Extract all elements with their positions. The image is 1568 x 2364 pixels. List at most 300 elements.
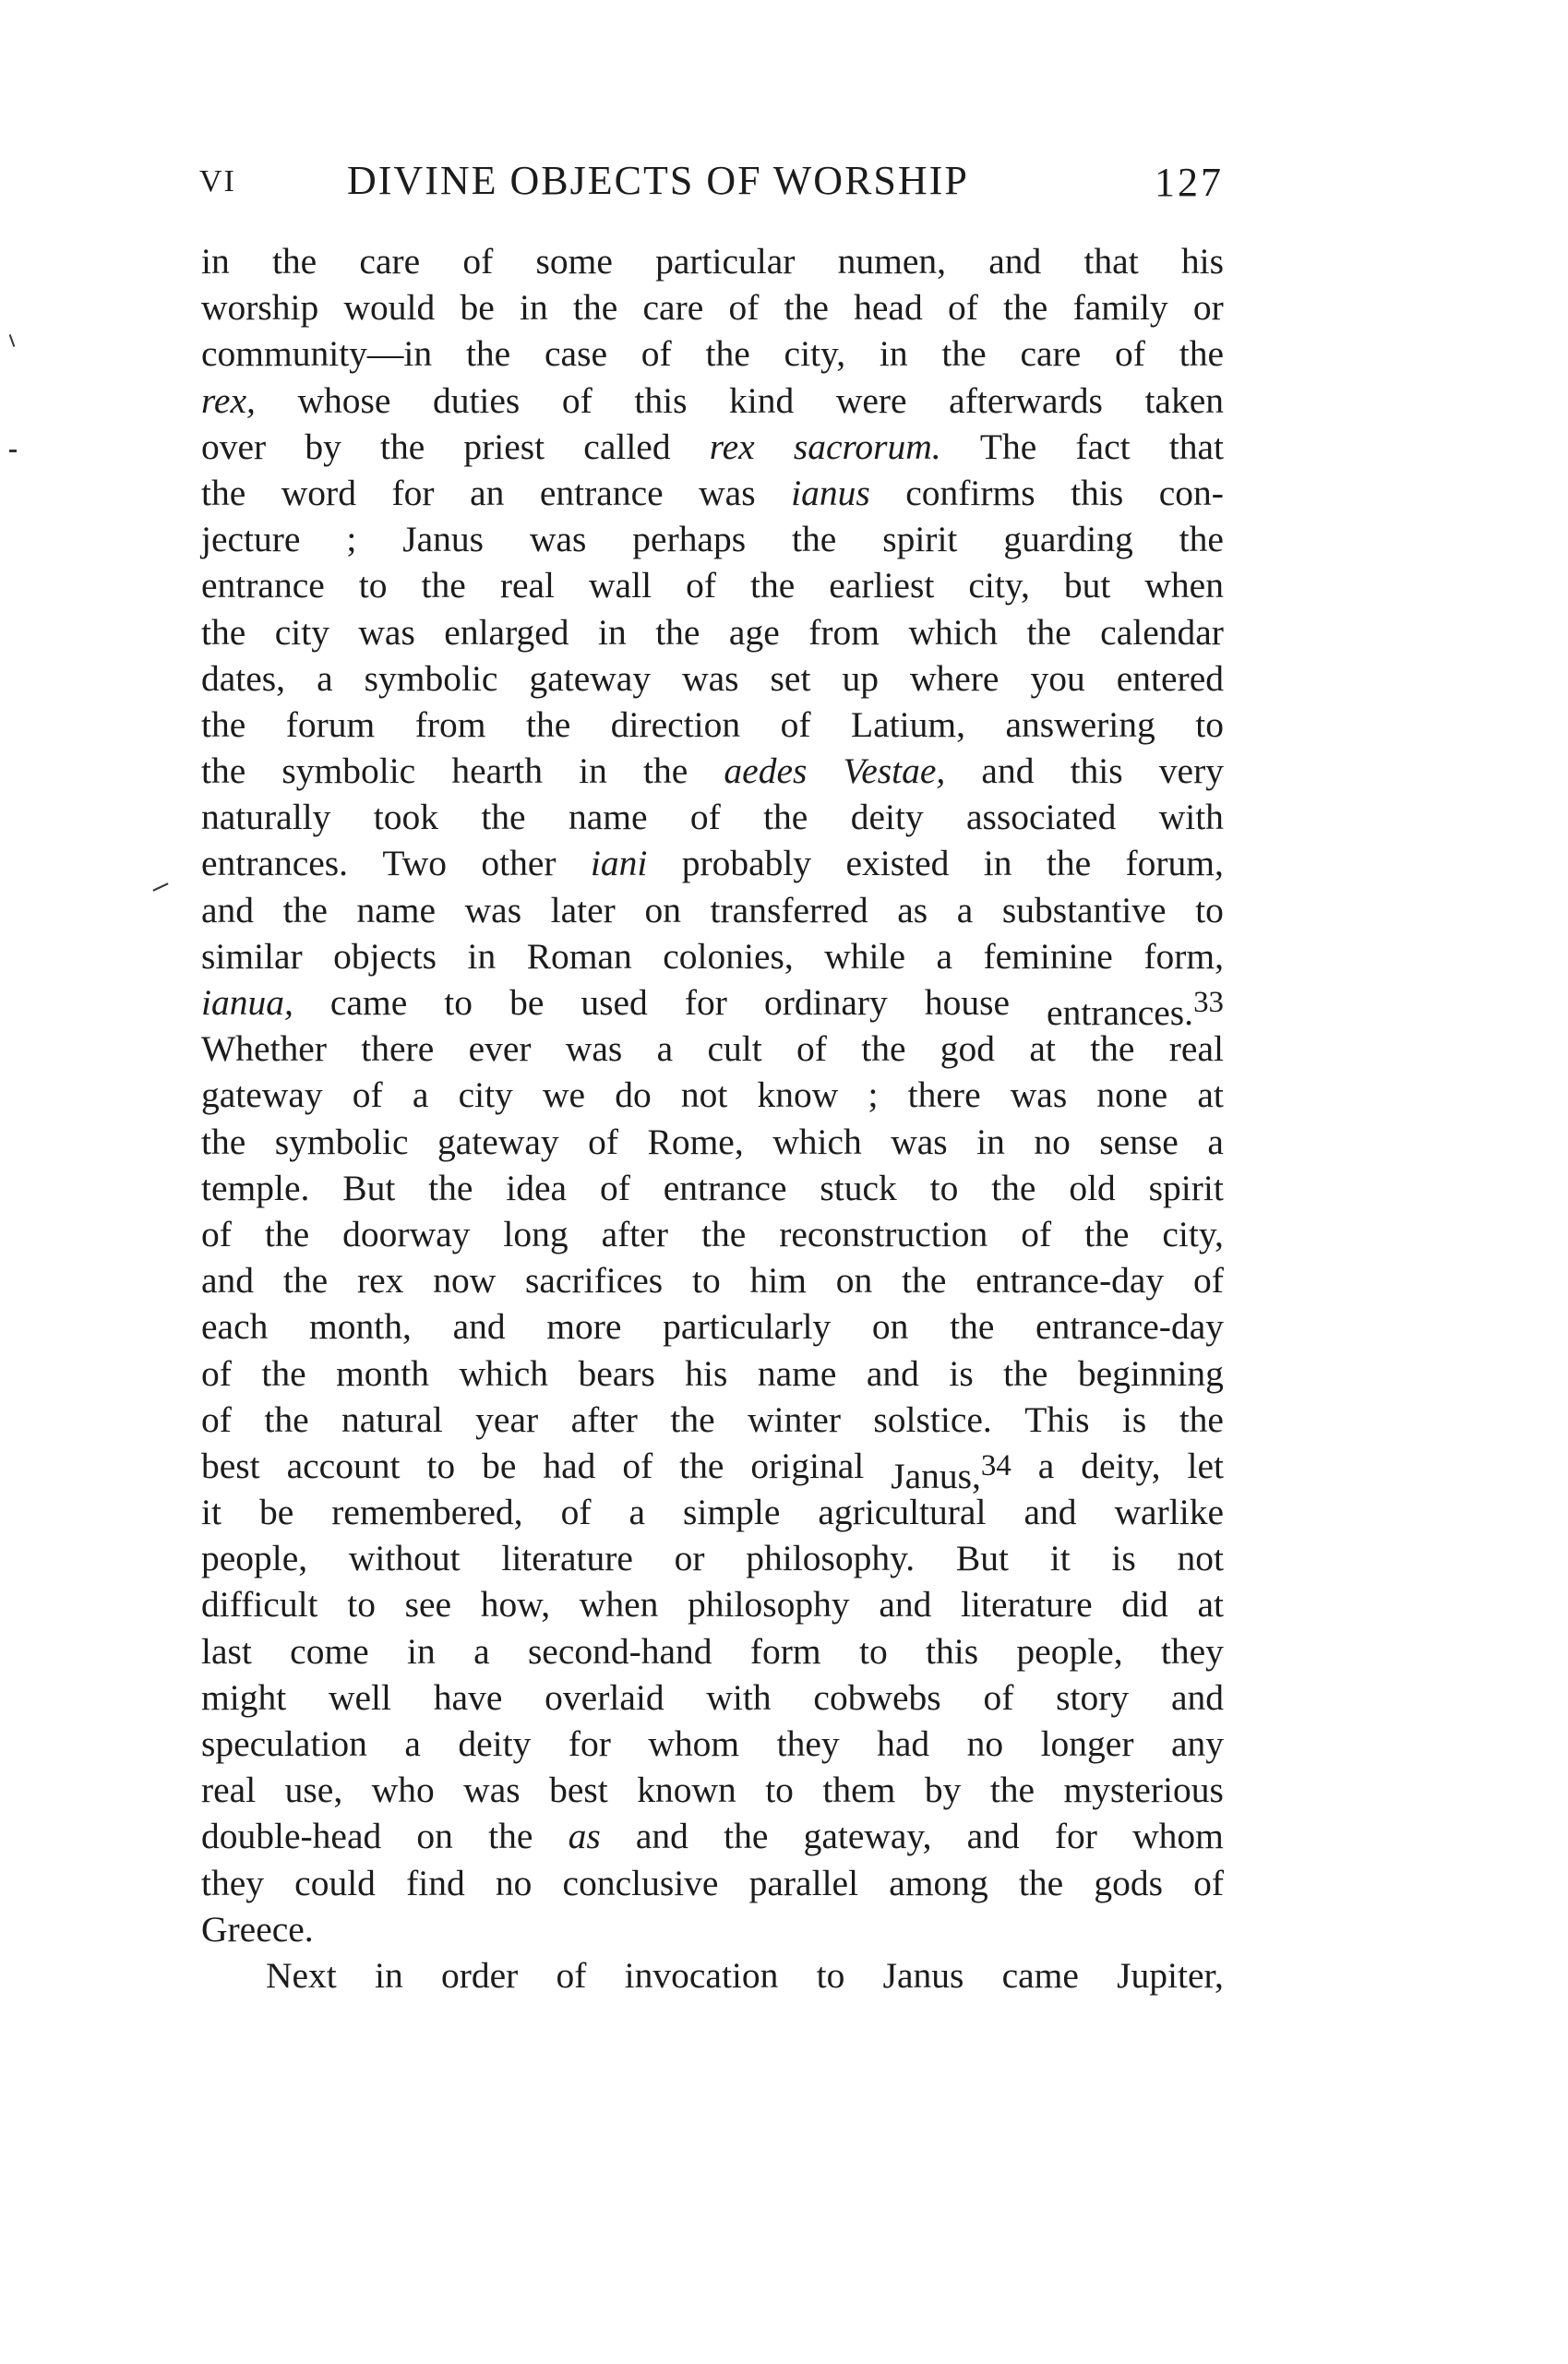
word: on: [416, 1816, 453, 1857]
word: head: [854, 287, 923, 329]
word: rex: [709, 426, 755, 467]
word: reconstruction: [779, 1213, 988, 1254]
word: doorway: [342, 1213, 471, 1254]
word: was: [1010, 1074, 1068, 1116]
text-line: [201, 1350, 1224, 1397]
word: This: [1024, 1398, 1090, 1440]
word: and: [879, 1584, 932, 1626]
word: was: [463, 1770, 521, 1811]
word: of: [352, 1074, 383, 1116]
word: of: [689, 797, 721, 838]
word: was: [358, 611, 415, 653]
word: of: [686, 565, 716, 606]
word: to: [444, 982, 473, 1023]
word: did: [1121, 1584, 1168, 1626]
text-line: [201, 1767, 1224, 1813]
word: as: [568, 1816, 601, 1857]
word: whose: [297, 379, 391, 421]
word: come: [290, 1630, 369, 1672]
word: have: [433, 1676, 503, 1718]
word: of: [1021, 1213, 1052, 1254]
word: we: [542, 1074, 586, 1116]
word: the: [264, 1213, 310, 1254]
word: him: [749, 1260, 807, 1302]
word: it: [201, 1492, 221, 1533]
word: gateway,: [803, 1816, 932, 1857]
word: by: [305, 426, 341, 467]
word: among: [889, 1862, 988, 1903]
word: a: [404, 1723, 421, 1764]
word: taken: [1144, 379, 1224, 421]
word: for: [391, 472, 435, 513]
word: city,: [784, 333, 846, 375]
word: find: [406, 1862, 465, 1903]
word: longer: [1040, 1723, 1134, 1764]
word: and: [1170, 1676, 1224, 1718]
word: this: [634, 379, 688, 421]
word: very: [1158, 750, 1224, 792]
word: of: [983, 1676, 1014, 1718]
word: probably: [681, 843, 812, 884]
word: now: [433, 1260, 497, 1302]
word: how,: [480, 1584, 551, 1626]
word: when: [1144, 565, 1224, 606]
word: of: [622, 1445, 653, 1486]
word: people,: [201, 1538, 308, 1579]
word: direction: [610, 703, 741, 745]
word: by: [924, 1770, 962, 1811]
word: entrance: [663, 1167, 787, 1208]
word: the: [902, 1260, 947, 1302]
word: the: [271, 241, 317, 282]
word: or: [674, 1538, 705, 1579]
text-line: [201, 1860, 1224, 1906]
word: The: [979, 426, 1037, 467]
word: colonies,: [663, 935, 794, 977]
text-line: [201, 933, 1224, 979]
word: of: [1192, 1260, 1224, 1302]
text-line: [201, 1813, 1224, 1859]
word: city,: [968, 565, 1030, 606]
word: symbolic: [281, 750, 416, 792]
word: other: [481, 843, 557, 884]
word: family: [1072, 287, 1168, 329]
word: be: [258, 1492, 294, 1533]
word: symbolic: [364, 657, 498, 699]
chapter-number: VI: [199, 164, 236, 198]
word: speculation: [201, 1723, 367, 1764]
word: form,: [1143, 935, 1224, 977]
word: a: [1037, 1445, 1055, 1486]
word: and: [452, 1306, 506, 1348]
word: a: [473, 1630, 490, 1672]
word: had: [877, 1723, 930, 1764]
word: Jupiter,: [1117, 1954, 1224, 1996]
text-line: [201, 1535, 1224, 1581]
word: sacrifices: [525, 1260, 664, 1302]
word: substantive: [1001, 889, 1167, 930]
word: this: [1071, 472, 1124, 513]
word: care: [1020, 333, 1082, 375]
word: is: [1111, 1538, 1136, 1579]
word: came: [1001, 1954, 1079, 1996]
word: of: [588, 1121, 619, 1162]
word: fact: [1075, 426, 1131, 467]
word: people,: [1016, 1630, 1123, 1672]
word: conclusive: [562, 1862, 719, 1903]
word: parallel: [748, 1862, 859, 1903]
word: a: [956, 889, 974, 930]
word: remembered,: [331, 1492, 523, 1533]
word: was: [529, 519, 587, 560]
word: the: [282, 1260, 329, 1302]
word: while: [824, 935, 905, 977]
word: confirms: [905, 472, 1035, 513]
word: with: [1158, 797, 1224, 838]
word: kind: [729, 379, 795, 421]
word: stuck: [820, 1167, 897, 1208]
word: or: [1192, 287, 1224, 329]
word: in: [976, 1121, 1005, 1162]
word: the: [465, 333, 511, 375]
word: use,: [284, 1770, 343, 1811]
word: at: [1029, 1028, 1056, 1070]
word: guarding: [1003, 519, 1133, 560]
word: con-: [1158, 472, 1224, 513]
word: is: [949, 1352, 974, 1394]
word: warlike: [1114, 1492, 1224, 1533]
word: and: [981, 750, 1035, 792]
word: beginning: [1077, 1352, 1224, 1394]
word: known: [637, 1770, 736, 1811]
word: similar: [201, 935, 303, 977]
word: up: [842, 657, 879, 699]
text-line: [201, 794, 1224, 840]
word: the: [428, 1167, 473, 1208]
word: took: [373, 797, 438, 838]
text-line: [201, 424, 1224, 470]
word: city: [458, 1074, 513, 1116]
text-line: [201, 1165, 1224, 1211]
text-line: [201, 238, 1224, 284]
word: symbolic: [274, 1121, 409, 1162]
word: called: [583, 426, 671, 467]
word: original: [750, 1445, 865, 1486]
word: the: [670, 1398, 715, 1440]
word: agricultural: [818, 1492, 987, 1533]
word: to: [347, 1584, 376, 1626]
word: this: [1070, 750, 1123, 792]
word: the: [526, 703, 571, 745]
word: second-hand: [527, 1630, 712, 1672]
word: rex: [356, 1260, 404, 1302]
word: real: [499, 565, 556, 606]
text-line: [201, 470, 1224, 516]
word: not: [680, 1074, 728, 1116]
word: spirit: [882, 519, 958, 560]
word: was: [699, 472, 756, 513]
word: the: [1090, 1028, 1135, 1070]
word: in: [375, 1954, 403, 1996]
word: the: [201, 611, 246, 653]
word: calendar: [1100, 611, 1224, 653]
word: at: [1197, 1074, 1224, 1116]
word: on: [644, 889, 681, 930]
word: form: [749, 1630, 821, 1672]
word: Two: [382, 843, 448, 884]
word: was: [891, 1121, 948, 1162]
word: for: [684, 982, 727, 1023]
word: of: [560, 1492, 592, 1533]
word: of: [1115, 333, 1145, 375]
word: Janus: [882, 1954, 964, 1996]
word: Janus: [402, 519, 485, 560]
text-line: [201, 516, 1224, 562]
word: Greece.: [201, 1908, 314, 1950]
word: would: [343, 287, 436, 329]
word: hearth: [451, 750, 544, 792]
word: But: [342, 1167, 396, 1208]
word: Next: [266, 1954, 337, 1996]
running-head: [199, 157, 1224, 212]
word: Roman: [526, 935, 632, 977]
word: the: [1179, 519, 1224, 560]
word: the: [1003, 287, 1048, 329]
word: case: [545, 333, 607, 375]
word: and: [988, 241, 1042, 282]
word: from: [808, 611, 880, 653]
word: is: [1121, 1398, 1147, 1440]
word: old: [1069, 1167, 1116, 1208]
word: iani: [590, 843, 648, 884]
word: the: [261, 1352, 306, 1394]
word: a: [628, 1492, 646, 1533]
word: was: [682, 657, 739, 699]
word: entered: [1116, 657, 1224, 699]
text-line: [201, 1257, 1224, 1303]
word: each: [201, 1306, 269, 1348]
word: the: [201, 1121, 246, 1162]
word: used: [581, 982, 648, 1023]
word: the: [264, 1398, 309, 1440]
word: the: [1018, 1862, 1064, 1903]
word: aedes: [724, 750, 808, 792]
word: well: [328, 1676, 391, 1718]
word: in: [407, 1630, 436, 1672]
text-line: [201, 284, 1224, 330]
word: particular: [655, 241, 796, 282]
word: the: [705, 333, 750, 375]
word: the: [792, 519, 837, 560]
word: best: [549, 1770, 608, 1811]
word: set: [770, 657, 811, 699]
word: earliest: [829, 565, 935, 606]
word: house: [924, 982, 1010, 1023]
word: to: [816, 1954, 845, 1996]
word: the: [941, 333, 987, 375]
word: to: [858, 1630, 888, 1672]
word: of: [780, 703, 811, 745]
word: overlaid: [545, 1676, 664, 1718]
word: some: [535, 241, 613, 282]
word: ever: [468, 1028, 532, 1070]
word: an: [470, 472, 505, 513]
word: his: [685, 1352, 728, 1394]
word: forum: [285, 703, 376, 745]
word: to: [1195, 889, 1224, 930]
page-number: 127: [1155, 160, 1224, 205]
word: the: [201, 472, 246, 513]
word: mysterious: [1063, 1770, 1224, 1811]
text-line: [201, 330, 1224, 377]
text-line: [201, 1674, 1224, 1721]
word: entrance-day: [1035, 1306, 1224, 1348]
text-line: [201, 378, 1224, 424]
word: be: [509, 982, 545, 1023]
word: know: [757, 1074, 839, 1116]
word: the: [749, 565, 796, 606]
word: idea: [506, 1167, 568, 1208]
word: see: [404, 1584, 452, 1626]
word: for: [568, 1723, 611, 1764]
word: the: [950, 1306, 995, 1348]
word: to: [426, 1445, 456, 1486]
word: difficult: [201, 1584, 318, 1626]
word: could: [294, 1862, 376, 1903]
word: of: [201, 1352, 232, 1394]
word: invocation: [624, 1954, 779, 1996]
word: best: [201, 1445, 260, 1486]
word: of: [556, 1954, 587, 1996]
word: more: [546, 1306, 622, 1348]
word: after: [570, 1398, 638, 1440]
word: associated: [966, 797, 1117, 838]
word: feminine: [983, 935, 1113, 977]
word: at: [1197, 1584, 1224, 1626]
text-line: [201, 1072, 1224, 1118]
word: rex,: [201, 379, 256, 421]
word: any: [1170, 1723, 1224, 1764]
word: ;: [346, 519, 357, 560]
word: duties: [432, 379, 521, 421]
word: gateway: [437, 1121, 559, 1162]
word: in: [879, 333, 908, 375]
word: whom: [648, 1723, 740, 1764]
word: they: [776, 1723, 840, 1764]
word: of: [640, 333, 672, 375]
text-line: [201, 609, 1224, 655]
word: But: [955, 1538, 1009, 1579]
word: gods: [1094, 1862, 1163, 1903]
word: last: [201, 1630, 252, 1672]
word: Rome,: [647, 1121, 744, 1162]
word: as: [897, 889, 928, 930]
word: and: [635, 1816, 688, 1857]
word: deity: [850, 797, 924, 838]
word: this: [926, 1630, 979, 1672]
word: was: [565, 1028, 623, 1070]
word: winter: [748, 1398, 841, 1440]
word: Whether: [201, 1028, 327, 1070]
word: month,: [309, 1306, 412, 1348]
word: gateway: [529, 657, 652, 699]
word: the: [1026, 611, 1071, 653]
word: whom: [1132, 1816, 1224, 1857]
footnote-reference: 34: [980, 1448, 1011, 1482]
word: entrances.$^{33}$: [1047, 986, 1224, 1034]
word: after: [601, 1213, 668, 1254]
word: no: [966, 1723, 1004, 1764]
word: objects: [333, 935, 437, 977]
word: which: [772, 1121, 862, 1162]
word: bears: [578, 1352, 655, 1394]
word: the: [991, 1167, 1036, 1208]
word: a: [656, 1028, 674, 1070]
word: that: [1083, 241, 1139, 282]
word: the: [201, 703, 246, 745]
word: of: [462, 241, 494, 282]
word: be: [460, 287, 495, 329]
word: a: [1207, 1121, 1224, 1162]
word: name: [568, 797, 648, 838]
word: in: [598, 611, 627, 653]
word: of: [599, 1167, 630, 1208]
word: not: [1177, 1538, 1224, 1579]
word: naturally: [201, 797, 331, 838]
word: long: [503, 1213, 569, 1254]
word: natural: [341, 1398, 443, 1440]
word: when: [579, 1584, 659, 1626]
text-line: [201, 1721, 1224, 1767]
word: of: [561, 379, 592, 421]
word: god: [940, 1028, 996, 1070]
word: real: [1168, 1028, 1224, 1070]
word: spirit: [1148, 1167, 1224, 1208]
word: and: [201, 1260, 255, 1302]
word: none: [1096, 1074, 1168, 1116]
word: in: [983, 843, 1012, 884]
text-line: [201, 1211, 1224, 1257]
word: no: [495, 1862, 533, 1903]
word: let: [1187, 1445, 1224, 1486]
word: numen,: [837, 241, 946, 282]
text-line: [201, 887, 1224, 933]
word: the: [655, 611, 700, 653]
word: the: [1003, 1352, 1048, 1394]
word: of: [1193, 1862, 1224, 1903]
word: and: [201, 889, 255, 930]
word: on: [835, 1260, 873, 1302]
footnote-reference: 33: [1193, 986, 1224, 1019]
word: in: [579, 750, 607, 792]
word: literature: [501, 1538, 633, 1579]
text-line: [201, 979, 1224, 1034]
word: worship: [201, 287, 319, 329]
word: was: [464, 889, 522, 930]
word: the: [763, 797, 808, 838]
margin-mark: [9, 334, 16, 347]
word: the: [1179, 1398, 1224, 1440]
word: them: [822, 1770, 896, 1811]
text-line: [201, 1303, 1224, 1350]
word: Latium,: [851, 703, 965, 745]
page-title: DIVINE OBJECTS OF WORSHIP: [347, 158, 969, 203]
word: the: [282, 889, 328, 930]
word: entrance: [201, 565, 325, 606]
word: entrances.: [201, 843, 349, 884]
word: without: [348, 1538, 461, 1579]
word: they: [1160, 1630, 1224, 1672]
